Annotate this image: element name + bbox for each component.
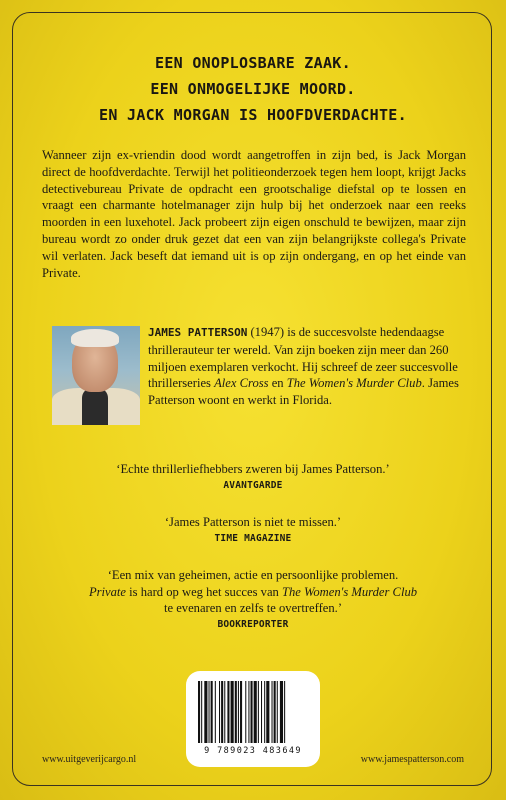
quote-text-line-2: Private is hard op weg het succes van The Women's Murder Club — [88, 584, 418, 599]
quote-text: ‘James Patterson is niet te missen.’ — [164, 515, 342, 529]
barcode-bars — [198, 681, 308, 745]
headline-line-3: EN JACK MORGAN IS HOOFDVERDACHTE. — [99, 106, 407, 124]
isbn-number: 9 789023 483649 — [204, 746, 302, 756]
quote-source: TIME MAGAZINE — [214, 532, 292, 544]
barcode — [186, 671, 320, 767]
headline — [0, 50, 506, 128]
quote-source: BOOKREPORTER — [217, 618, 289, 630]
review-quote-1 — [0, 461, 506, 494]
author-url: www.jamespatterson.com — [360, 754, 464, 765]
headline-line-1: EEN ONOPLOSBARE ZAAK. — [155, 54, 351, 72]
review-quote-3 — [0, 567, 506, 633]
author-name: JAMES PATTERSON — [148, 326, 248, 339]
quote-text-line-1: ‘Een mix van geheimen, actie en persoonlijke problemen. — [107, 568, 399, 582]
publisher-url: www.uitgeverijcargo.nl — [42, 754, 137, 765]
author-bio: JAMES PATTERSON (1947) is de succesvolste hedendaagse thrillerauteur ter wereld. Van zijn boeken zijn meer dan 260 miljoen exemplaren verkocht. Hij schreef de zeer succesvolle thrillerseries Alex Cross en The Women's Murder Club. James Patterson woont en werkt in Florida. — [148, 325, 459, 408]
series-title: Alex Cross — [214, 376, 269, 391]
author-photo — [52, 326, 140, 425]
headline-line-2: EEN ONMOGELIJKE MOORD. — [150, 80, 356, 98]
series-title: The Women's Murder Club — [286, 376, 422, 391]
review-quote-2 — [0, 514, 506, 547]
quote-source: AVANTGARDE — [223, 479, 283, 491]
quote-text: ‘Echte thrillerliefhebbers zweren bij James Patterson.’ — [116, 462, 390, 476]
synopsis-text: Wanneer zijn ex-vriendin dood wordt aangetroffen in zijn bed, is Jack Morgan direct de hoofdverdachte. Terwijl het politieonderzoek tegen hem loopt, krijgt Jacks detectivebureau Private de opdracht een grootschalige diefstal op te lossen en vraagt een charmante hotelmanager zijn hulp bij het onderzoek naar een reeks moorden in een luxehotel. Jack probeert zijn eigen onschuld te bewijzen, maar zijn bureau wordt zo onder druk gezet dat een van zijn belangrijkste collega's Private wil verlaten. Jack beseft dat iemand uit is op zijn ondergang, en op het einde van Private. — [42, 148, 466, 280]
quote-text-line-3: te evenaren en zelfs te overtreffen.’ — [163, 601, 343, 615]
